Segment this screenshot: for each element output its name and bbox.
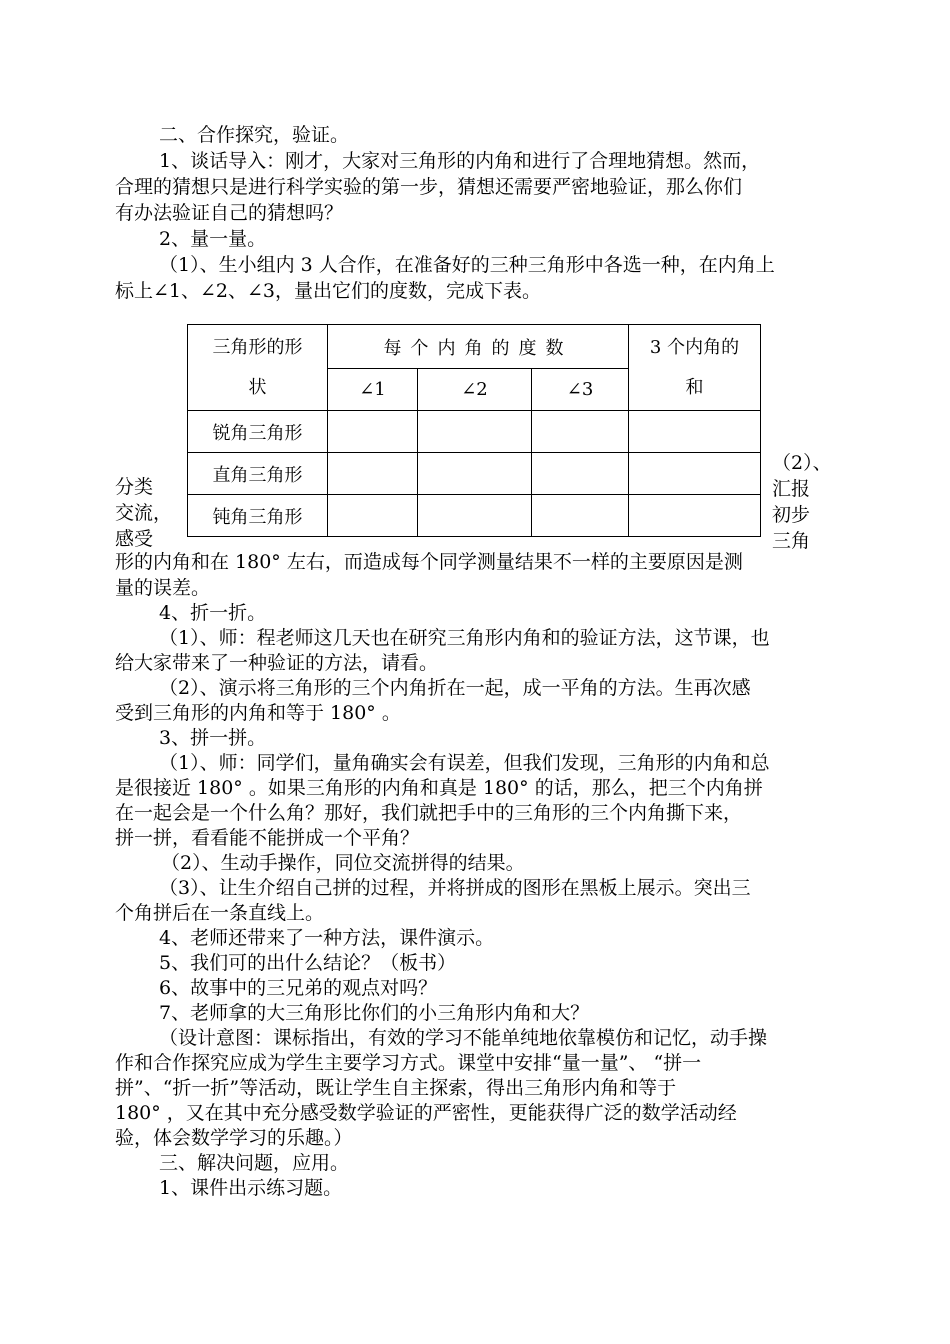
paragraph-line: （3）、让生介绍自己拼的过程，并将拼成的图形在黑板上展示。突出三 — [159, 877, 751, 899]
table-cell — [629, 411, 761, 453]
paragraph-line: 在一起会是一个什么角？那好，我们就把手中的三角形的三个内角撕下来， — [115, 802, 743, 824]
paragraph-line: （2）、演示将三角形的三个内角折在一起，成一平角的方法。生再次感 — [159, 677, 751, 699]
table-cell — [532, 411, 629, 453]
paragraph-line: 量的误差。 — [115, 577, 211, 599]
angle2-header: ∠2 — [418, 369, 532, 411]
side-text-right — [772, 450, 832, 554]
table-cell — [629, 495, 761, 537]
paragraph-line: （1）、生小组内 3 人合作，在准备好的三种三角形中各选一种，在内角上 — [159, 254, 775, 276]
side-left-line: 分类 — [115, 476, 154, 498]
side-left-line: 交流， — [115, 502, 173, 524]
paragraph-line: 个角拼后在一条直线上。 — [115, 902, 325, 924]
table-cell — [629, 453, 761, 495]
design-note-line: （设计意图：课标指出，有效的学习不能单纯地依靠模仿和记忆，动手操 — [159, 1027, 768, 1049]
item-heading: 1、课件出示练习题。 — [159, 1177, 343, 1199]
side-right-line: （2）、 — [772, 452, 832, 474]
paragraph-line: 标上∠1、∠2、∠3，量出它们的度数，完成下表。 — [115, 280, 542, 302]
item-heading: 5、我们可的出什么结论？（板书） — [159, 952, 457, 974]
design-note-line: 拼”、“折一折”等活动，既让学生自主探索，得出三角形内角和等于 — [115, 1077, 677, 1099]
paragraph-line: 是很接近 180° 。如果三角形的内角和真是 180° 的话，那么，把三个内角拼 — [115, 777, 763, 799]
paragraph-line: 受到三角形的内角和等于 180° 。 — [115, 702, 401, 724]
table-cell — [418, 411, 532, 453]
design-note-line: 180° ，又在其中充分感受数学验证的严密性，更能获得广泛的数学活动经 — [115, 1102, 737, 1124]
angle-degrees-header: 每个内角的度数 — [328, 325, 629, 369]
paragraph-line: 有办法验证自己的猜想吗？ — [115, 202, 344, 224]
table-cell — [328, 453, 418, 495]
shape-header-bottom: 状 — [248, 376, 267, 398]
sum-header-cell — [629, 325, 761, 411]
side-right-line: 初步 — [772, 504, 811, 526]
side-right-line: 汇报 — [772, 478, 811, 500]
side-text-left — [115, 474, 172, 552]
item-heading: 3、拼一拼。 — [159, 727, 267, 749]
side-left-line: 感受 — [115, 528, 154, 550]
section3-heading: 三、解决问题，应用。 — [159, 1152, 350, 1174]
table-cell — [418, 453, 532, 495]
item-heading: 6、故事中的三兄弟的观点对吗？ — [159, 977, 438, 999]
angle3-header: ∠3 — [532, 369, 629, 411]
paragraph-line: 拼一拼，看看能不能拼成一个平角？ — [115, 827, 420, 849]
paragraph-line: 合理的猜想只是进行科学实验的第一步，猜想还需要严密地验证，那么你们 — [115, 176, 743, 198]
item-heading: 7、老师拿的大三角形比你们的小三角形内角和大？ — [159, 1002, 590, 1024]
design-note-line: 作和合作探究应成为学生主要学习方式。课堂中安排“量一量”、 “拼一 — [115, 1052, 702, 1074]
row-label-right: 直角三角形 — [188, 453, 328, 495]
item-heading: 2、量一量。 — [159, 228, 267, 250]
table-cell — [532, 495, 629, 537]
shape-header-top: 三角形的形 — [212, 336, 303, 358]
paragraph-line: （2）、生动手操作，同位交流拼得的结果。 — [161, 852, 525, 874]
side-right-line: 三角 — [772, 530, 811, 552]
row-label-acute: 锐角三角形 — [188, 411, 328, 453]
paragraph-line: 形的内角和在 180° 左右，而造成每个同学测量结果不一样的主要原因是测 — [115, 551, 743, 573]
table-cell — [532, 453, 629, 495]
shape-header-cell — [188, 325, 328, 411]
angle1-header: ∠1 — [328, 369, 418, 411]
sum-header-top: 3 个内角的 — [649, 336, 740, 358]
table-cell — [328, 495, 418, 537]
table-cell — [418, 495, 532, 537]
sum-header-bottom: 和 — [685, 376, 704, 398]
section2-heading: 二、合作探究，验证。 — [159, 124, 350, 146]
table-cell — [328, 411, 418, 453]
paragraph-line: （1）、师：同学们，量角确实会有误差，但我们发现，三角形的内角和总 — [159, 752, 770, 774]
row-label-obtuse: 钝角三角形 — [188, 495, 328, 537]
paragraph-line: 1、谈话导入：刚才，大家对三角形的内角和进行了合理地猜想。然而， — [159, 150, 761, 172]
angle-measure-table — [187, 324, 761, 537]
design-note-line: 验，体会数学学习的乐趣。） — [115, 1127, 353, 1149]
paragraph-line: 给大家带来了一种验证的方法，请看。 — [115, 652, 439, 674]
item-heading: 4、折一折。 — [159, 602, 267, 624]
item-heading: 4、老师还带来了一种方法，课件演示。 — [159, 927, 495, 949]
paragraph-line: （1）、师：程老师这几天也在研究三角形内角和的验证方法，这节课，也 — [159, 627, 770, 649]
